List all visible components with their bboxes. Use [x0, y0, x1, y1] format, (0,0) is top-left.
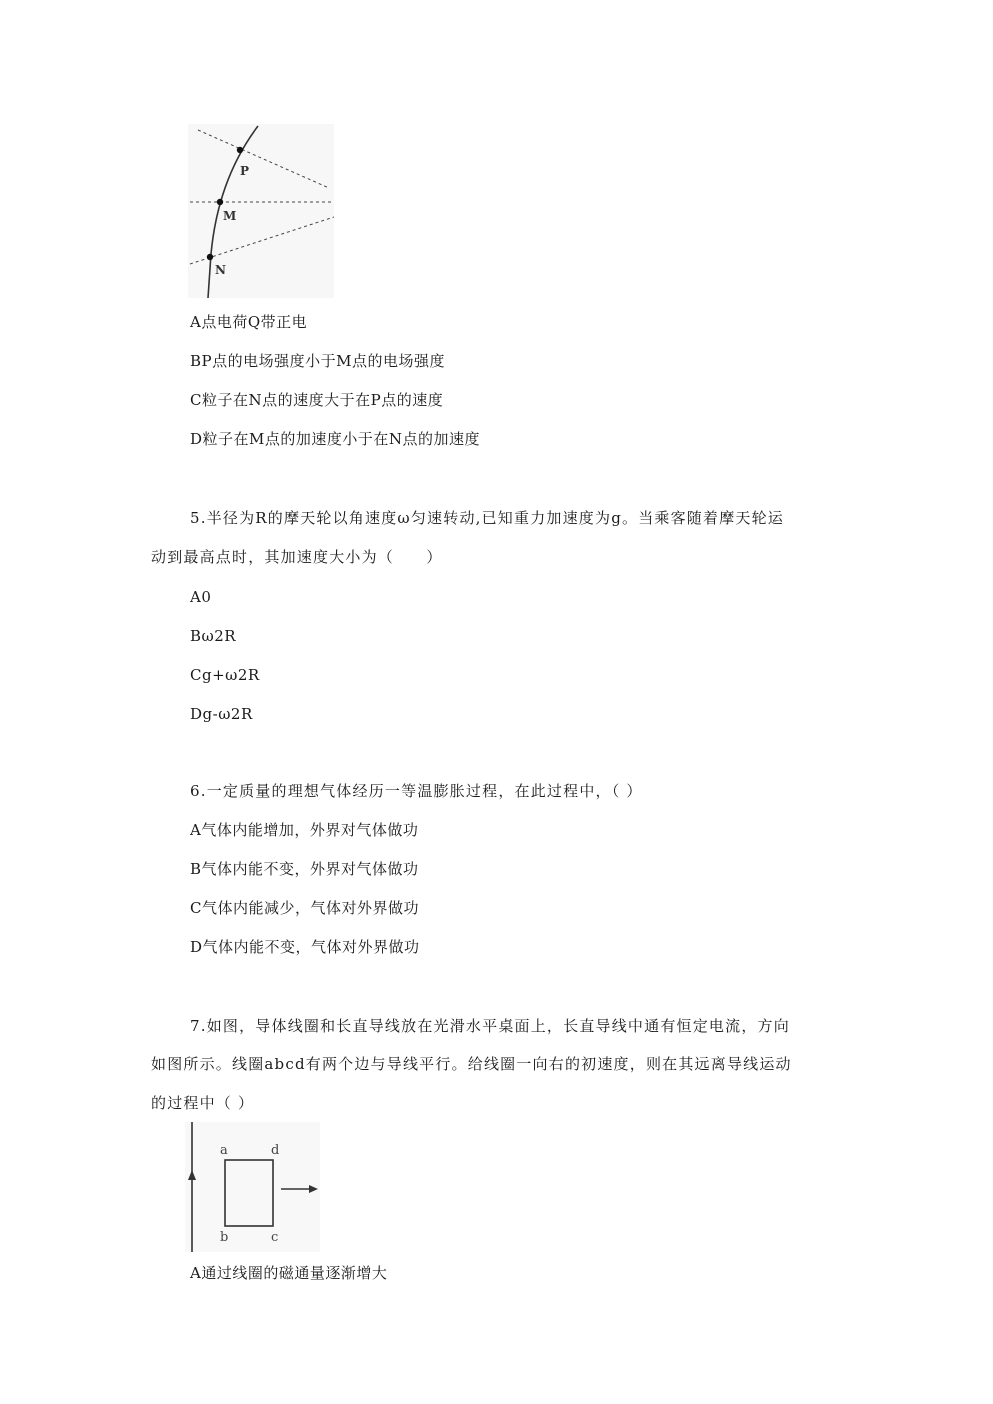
label-d: d	[271, 1143, 280, 1158]
q5-option-b: Bω2R	[190, 627, 237, 645]
point-m	[217, 199, 223, 205]
q5-stem-line1: 5.半径为R的摩天轮以角速度ω匀速转动,已知重力加速度为g。当乘客随着摩天轮运	[190, 509, 785, 527]
q5-option-a: A0	[190, 588, 212, 606]
label-n: N	[215, 263, 226, 277]
q4-option-a: A点电荷Q带正电	[190, 313, 308, 331]
label-b: b	[220, 1230, 229, 1245]
point-n	[207, 254, 213, 260]
q4-option-d: D粒子在M点的加速度小于在N点的加速度	[190, 430, 481, 448]
q5-option-c: Cg+ω2R	[190, 666, 260, 684]
q7-stem-line1: 7.如图，导体线圈和长直导线放在光滑水平桌面上，长直导线中通有恒定电流，方向	[190, 1017, 790, 1035]
label-a: a	[220, 1143, 228, 1158]
q5-stem-line2: 动到最高点时，其加速度大小为（ ）	[151, 548, 443, 566]
figure-trajectory	[188, 124, 334, 298]
q4-option-c: C粒子在N点的速度大于在P点的速度	[190, 391, 444, 409]
q6-option-d: D气体内能不变，气体对外界做功	[190, 938, 420, 956]
label-p: P	[240, 164, 250, 178]
q4-option-b: BP点的电场强度小于M点的电场强度	[190, 352, 445, 370]
q7-stem-line3: 的过程中（ ）	[151, 1094, 255, 1112]
trajectory-diagram	[188, 124, 334, 298]
figure-background	[185, 1122, 320, 1252]
label-m: M	[223, 209, 237, 223]
q7-stem-line2: 如图所示。线圈abcd有两个边与导线平行。给线圈一向右的初速度，则在其远离导线运动	[151, 1055, 792, 1073]
q5-option-d: Dg-ω2R	[190, 705, 253, 723]
q7-option-a: A通过线圈的磁通量逐渐增大	[190, 1264, 388, 1282]
coil-diagram	[185, 1122, 320, 1252]
label-c: c	[271, 1230, 279, 1245]
q6-option-b: B气体内能不变，外界对气体做功	[190, 860, 419, 878]
point-p	[237, 147, 243, 153]
q6-option-c: C气体内能减少，气体对外界做功	[190, 899, 419, 917]
q6-option-a: A气体内能增加，外界对气体做功	[190, 821, 419, 839]
q6-stem-line1: 6.一定质量的理想气体经历一等温膨胀过程，在此过程中，（ ）	[190, 782, 643, 800]
figure-coil	[185, 1122, 320, 1252]
